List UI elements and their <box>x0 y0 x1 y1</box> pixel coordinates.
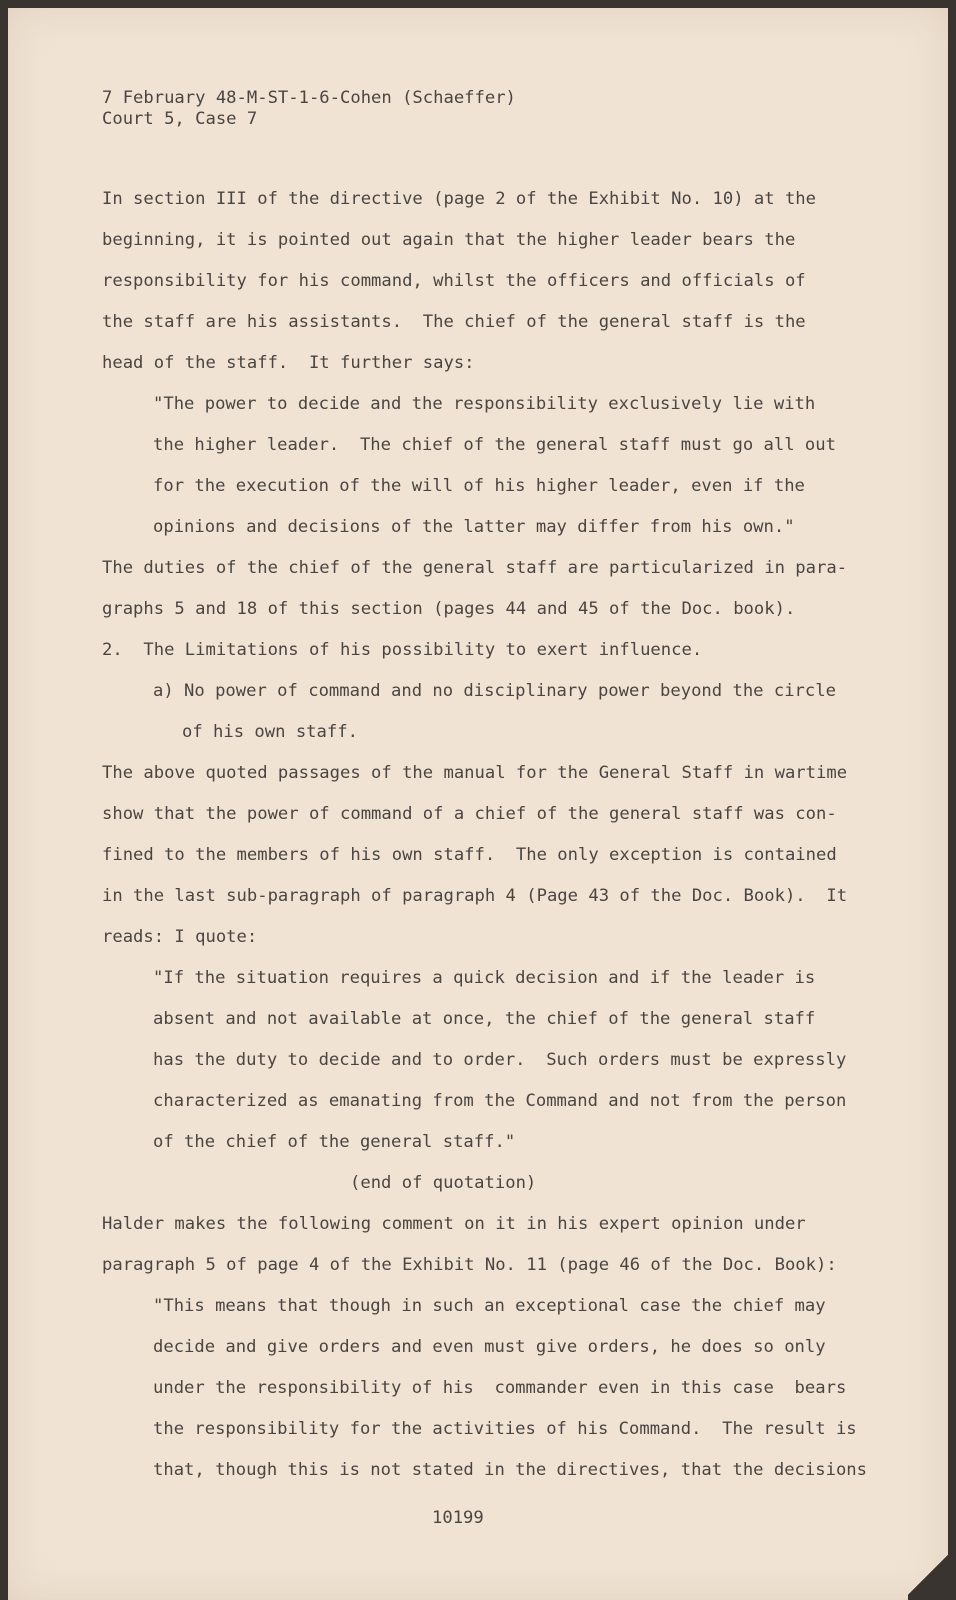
quote-line: has the duty to decide and to order. Such orders must be expressly <box>153 1050 847 1070</box>
body-line: responsibility for his command, whilst the officers and officials of <box>102 271 806 291</box>
quote-line: "This means that though in such an exceptional case the chief may <box>153 1296 826 1316</box>
quote-line: absent and not available at once, the chief of the general staff <box>153 1009 816 1029</box>
body-line: graphs 5 and 18 of this section (pages 44 and 45 of the Doc. book). <box>102 599 796 619</box>
body-line: In section III of the directive (page 2 of the Exhibit No. 10) at the <box>102 189 816 209</box>
quote-line: characterized as emanating from the Command and not from the person <box>153 1091 847 1111</box>
header-line-2: Court 5, Case 7 <box>102 109 258 129</box>
body-line: in the last sub-paragraph of paragraph 4 (Page 43 of the Doc. Book). It <box>102 886 848 906</box>
header-line-1: 7 February 48-M-ST-1-6-Cohen (Schaeffer) <box>102 88 516 108</box>
body-line: show that the power of command of a chief of the general staff was con- <box>102 804 837 824</box>
quote-line: of the chief of the general staff." <box>153 1132 516 1152</box>
quote-line: that, though this is not stated in the directives, that the decisions <box>153 1460 867 1480</box>
subsection-heading: a) No power of command and no disciplinary power beyond the circle <box>153 681 836 701</box>
subsection-heading: of his own staff. <box>182 722 358 742</box>
quote-line: "The power to decide and the responsibility exclusively lie with <box>153 394 816 414</box>
body-line: the staff are his assistants. The chief of the general staff is the <box>102 312 806 332</box>
body-line: The duties of the chief of the general staff are particularized in para- <box>102 558 848 578</box>
body-line: head of the staff. It further says: <box>102 353 475 373</box>
quote-line: opinions and decisions of the latter may differ from his own." <box>153 517 795 537</box>
quote-line: for the execution of the will of his higher leader, even if the <box>153 476 805 496</box>
body-line: beginning, it is pointed out again that the higher leader bears the <box>102 230 796 250</box>
body-line: reads: I quote: <box>102 927 258 947</box>
body-line: fined to the members of his own staff. The only exception is contained <box>102 845 837 865</box>
section-heading: 2. The Limitations of his possibility to exert influence. <box>102 640 703 660</box>
body-line: Halder makes the following comment on it in his expert opinion under <box>102 1214 806 1234</box>
page-number: 10199 <box>432 1508 484 1528</box>
quote-line: the higher leader. The chief of the general staff must go all out <box>153 435 836 455</box>
body-line: paragraph 5 of page 4 of the Exhibit No. 11 (page 46 of the Doc. Book): <box>102 1255 837 1275</box>
document-page <box>8 8 948 1600</box>
quote-line: the responsibility for the activities of his Command. The result is <box>153 1419 857 1439</box>
quote-line: "If the situation requires a quick decision and if the leader is <box>153 968 816 988</box>
body-line: The above quoted passages of the manual for the General Staff in wartime <box>102 763 848 783</box>
quote-line: decide and give orders and even must give orders, he does so only <box>153 1337 826 1357</box>
quote-line: under the responsibility of his commander even in this case bears <box>153 1378 847 1398</box>
end-of-quotation: (end of quotation) <box>350 1173 537 1193</box>
